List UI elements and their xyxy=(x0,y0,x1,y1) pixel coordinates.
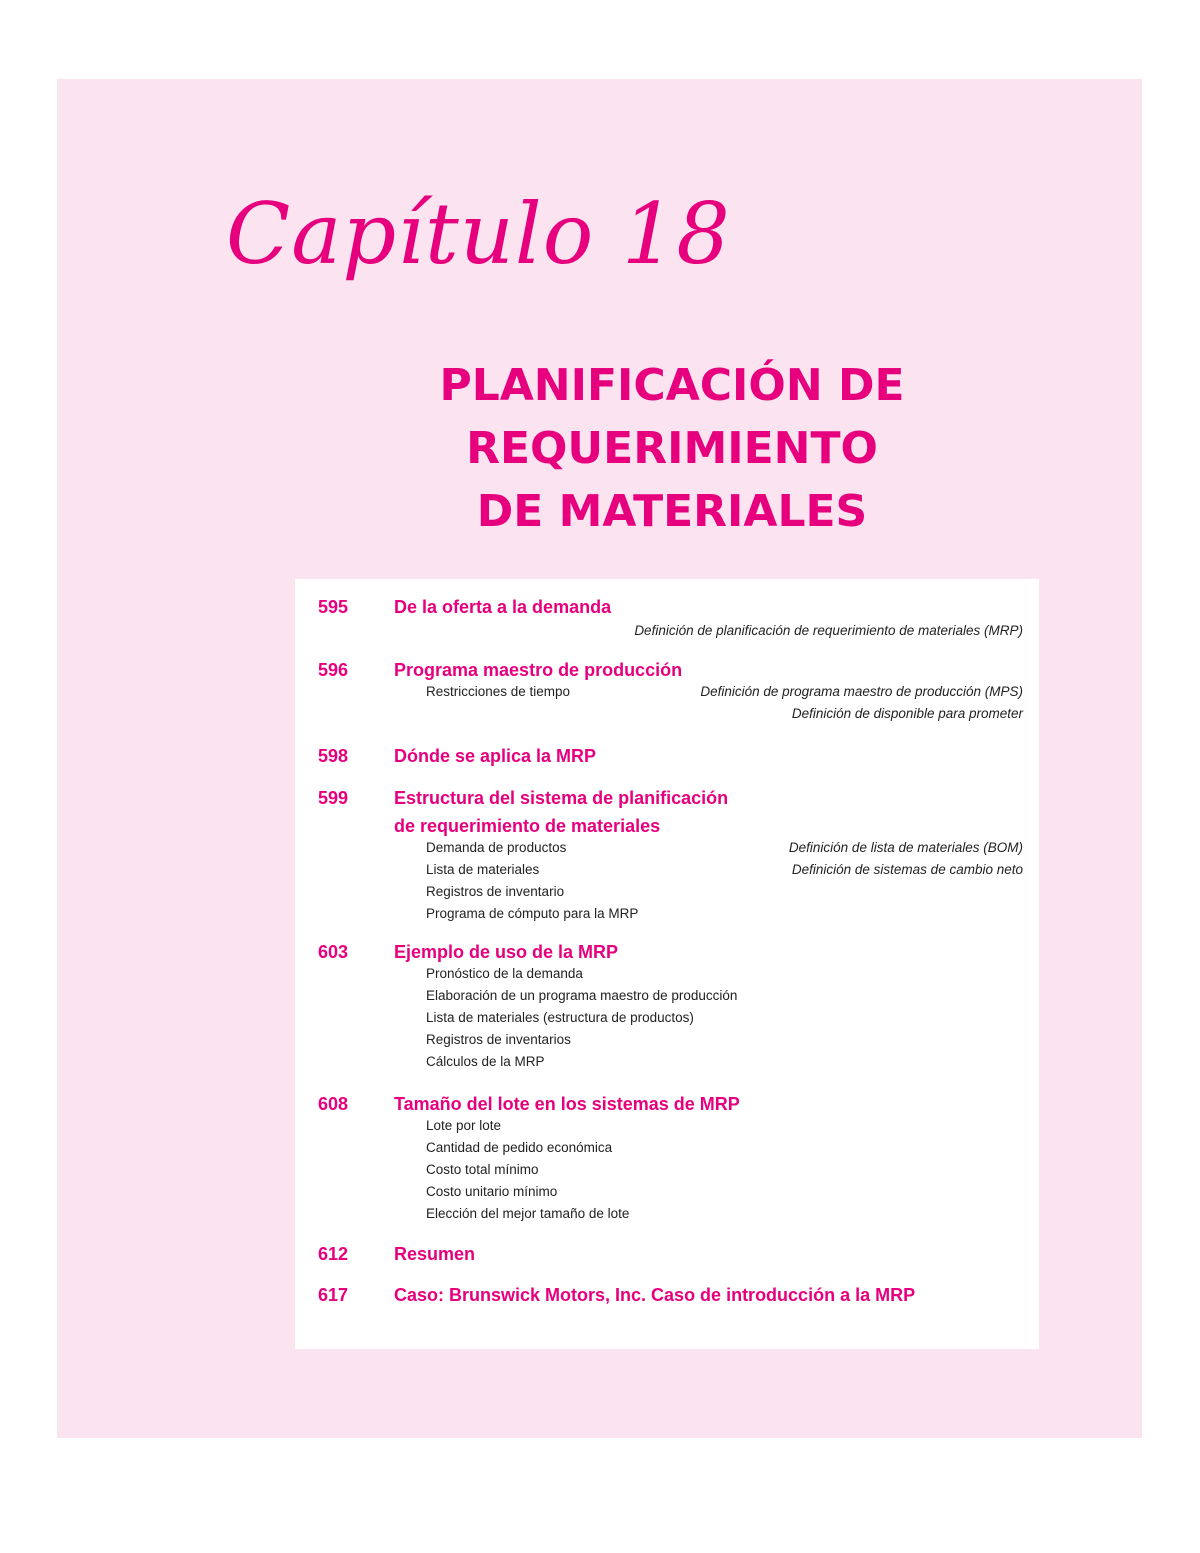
chapter-title xyxy=(372,354,972,543)
chapter-title-line-1: PLANIFICACIÓN DE xyxy=(439,360,905,411)
subtopic-list xyxy=(426,681,570,703)
definition-item: Definición de disponible para prometer xyxy=(791,706,1023,721)
subtopic-list xyxy=(426,837,638,925)
definition-item: Definición de lista de materiales (BOM) xyxy=(788,840,1023,855)
subtopic-item: Restricciones de tiempo xyxy=(426,684,571,699)
chapter-title-line-2: REQUERIMIENTO xyxy=(466,423,878,474)
toc-heading-line-1: Estructura del sistema de planificación xyxy=(394,788,729,808)
definition-list xyxy=(700,681,1023,725)
toc-heading: Dónde se aplica la MRP xyxy=(394,746,597,766)
subtopic-item: Pronóstico de la demanda xyxy=(426,966,583,981)
subtopic-item: Registros de inventarios xyxy=(426,1032,571,1047)
subtopic-item: Programa de cómputo para la MRP xyxy=(426,906,639,921)
subtopic-item: Registros de inventario xyxy=(426,884,565,899)
toc-page-number: 598 xyxy=(317,746,349,766)
definition-item: Definición de programa maestro de producción (MPS) xyxy=(700,684,1023,699)
subtopic-item: Cálculos de la MRP xyxy=(426,1054,545,1069)
subtopic-item: Cantidad de pedido económica xyxy=(426,1140,613,1155)
subtopic-item: Costo total mínimo xyxy=(426,1162,539,1177)
toc-page-number: 595 xyxy=(317,597,349,617)
toc-page-number: 599 xyxy=(317,788,349,808)
toc-page-number: 596 xyxy=(317,660,349,680)
subtopic-item: Lista de materiales xyxy=(426,862,540,877)
subtopic-item: Demanda de productos xyxy=(426,840,567,855)
chapter-title-line-3: DE MATERIALES xyxy=(476,486,868,537)
table-of-contents xyxy=(295,579,1039,1349)
toc-heading: De la oferta a la demanda xyxy=(394,597,612,617)
toc-heading: Tamaño del lote en los sistemas de MRP xyxy=(394,1094,740,1114)
definition-item: Definición de sistemas de cambio neto xyxy=(791,862,1023,877)
subtopic-item: Costo unitario mínimo xyxy=(426,1184,558,1199)
subtopic-item: Lote por lote xyxy=(426,1118,502,1133)
toc-page-number: 617 xyxy=(317,1285,349,1305)
subtopic-item: Lista de materiales (estructura de productos) xyxy=(426,1010,694,1025)
definition-item: Definición de planificación de requerimiento de materiales (MRP) xyxy=(634,623,1023,638)
subtopic-list xyxy=(426,1115,629,1225)
chapter-label: Capítulo 18 xyxy=(226,185,731,283)
toc-heading: Caso: Brunswick Motors, Inc. Caso de introducción a la MRP xyxy=(394,1285,916,1305)
subtopic-list xyxy=(426,963,737,1073)
definition-list xyxy=(634,620,1023,642)
toc-page-number: 603 xyxy=(317,942,349,962)
toc-page-number: 612 xyxy=(317,1244,349,1264)
toc-heading: Ejemplo de uso de la MRP xyxy=(394,942,619,962)
subtopic-item: Elaboración de un programa maestro de producción xyxy=(426,988,738,1003)
subtopic-item: Elección del mejor tamaño de lote xyxy=(426,1206,630,1221)
definition-list xyxy=(789,837,1023,881)
toc-heading xyxy=(394,784,728,840)
toc-heading: Programa maestro de producción xyxy=(394,660,683,680)
toc-heading: Resumen xyxy=(394,1244,476,1264)
toc-page-number: 608 xyxy=(317,1094,349,1114)
toc-heading-line-2: de requerimiento de materiales xyxy=(394,816,661,836)
